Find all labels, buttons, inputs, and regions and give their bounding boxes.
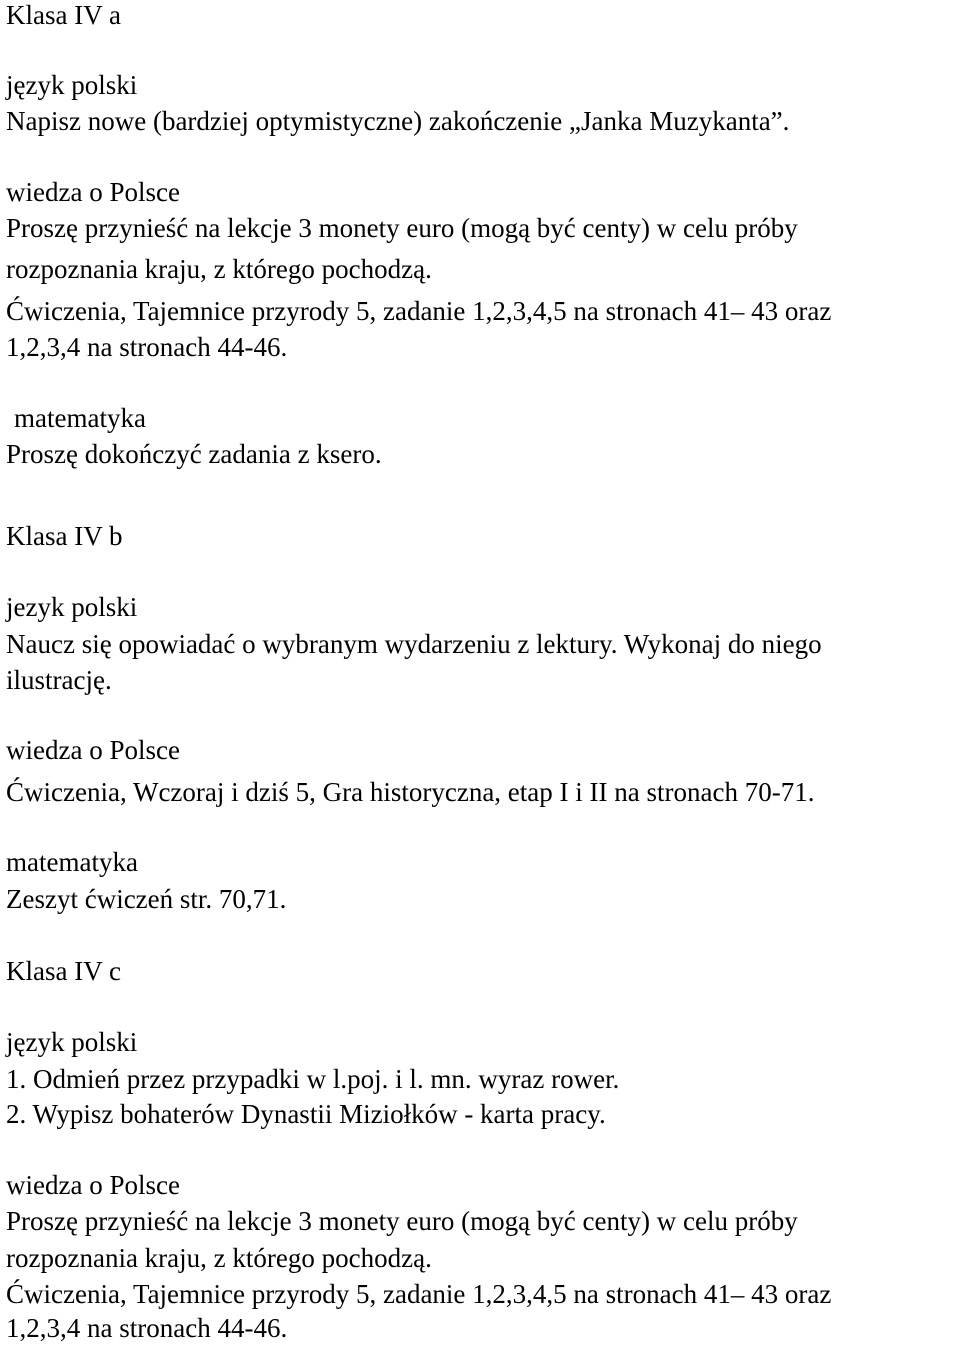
assignment-line: Proszę przynieść na lekcje 3 monety euro (mogą być centy) w celu próby [6,213,798,243]
assignment-line: Proszę przynieść na lekcje 3 monety euro (mogą być centy) w celu próby [6,1206,798,1236]
assignment-line: rozpoznania kraju, z którego pochodzą. [6,1243,432,1273]
assignment-line: Naucz się opowiadać o wybranym wydarzeniu z lektury. Wykonaj do niego [6,629,822,659]
assignment-line: Ćwiczenia, Tajemnice przyrody 5, zadanie 1,2,3,4,5 na stronach 41– 43 oraz [6,1279,832,1309]
assignment-line: 1,2,3,4 na stronach 44-46. [6,1313,288,1343]
class-title: Klasa IV b [6,521,123,551]
assignment-line: Ćwiczenia, Wczoraj i dziś 5, Gra historyczna, etap I i II na stronach 70-71. [6,777,815,807]
assignment-line: Zeszyt ćwiczeń str. 70,71. [6,884,287,914]
subject-heading: wiedza o Polsce [6,1170,180,1200]
subject-heading: jezyk polski [6,592,138,622]
assignment-line: Proszę dokończyć zadania z ksero. [6,439,382,469]
subject-heading: matematyka [6,847,138,877]
subject-heading: język polski [6,1027,138,1057]
assignment-line: ilustrację. [6,665,112,695]
subject-heading: matematyka [14,403,146,433]
assignment-line: 1,2,3,4 na stronach 44-46. [6,332,288,362]
subject-heading: wiedza o Polsce [6,735,180,765]
assignment-line: 2. Wypisz bohaterów Dynastii Miziołków - karta pracy. [6,1099,606,1129]
assignment-line: rozpoznania kraju, z którego pochodzą. [6,254,432,284]
assignment-line: Ćwiczenia, Tajemnice przyrody 5, zadanie 1,2,3,4,5 na stronach 41– 43 oraz [6,296,832,326]
assignment-line: Napisz nowe (bardziej optymistyczne) zakończenie „Janka Muzykanta”. [6,106,790,136]
class-title: Klasa IV c [6,956,121,986]
class-title: Klasa IV a [6,0,121,30]
assignment-line: 1. Odmień przez przypadki w l.poj. i l. mn. wyraz rower. [6,1064,620,1094]
subject-heading: język polski [6,70,138,100]
subject-heading: wiedza o Polsce [6,177,180,207]
